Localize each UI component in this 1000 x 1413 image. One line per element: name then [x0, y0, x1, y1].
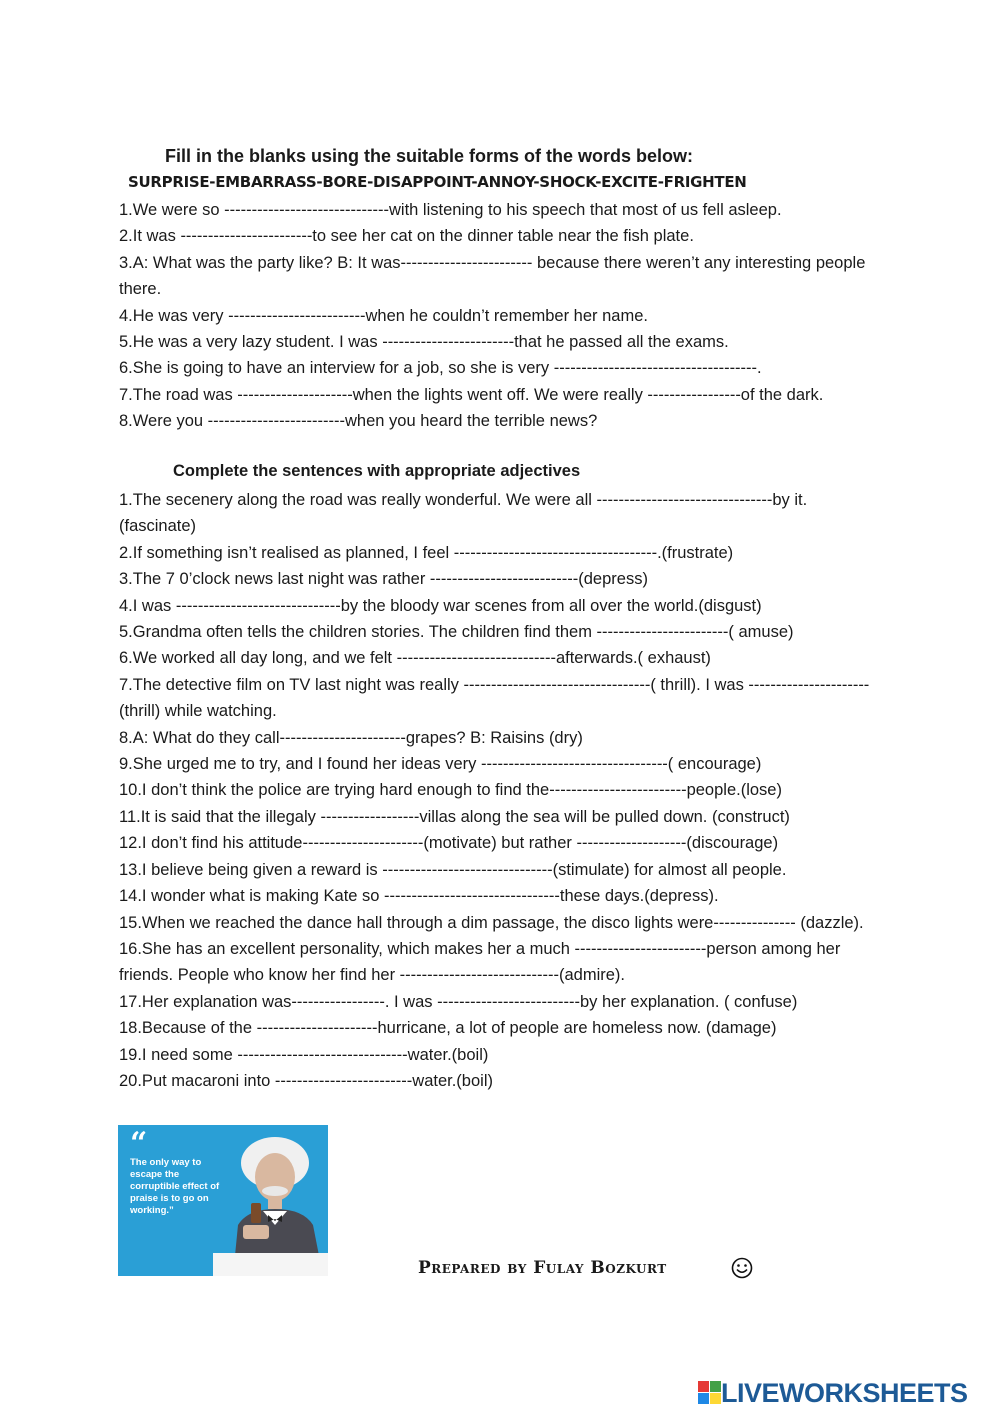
exercise-1-item: 8.Were you -------------------------when you heard the terrible news? [119, 412, 598, 431]
exercise-2 [119, 487, 879, 1094]
exercise-1-item: 7.The road was ---------------------when the lights went off. We were really -----------------of the dark. [119, 385, 824, 404]
exercise-1-item: 5.He was a very lazy student. I was ------------------------that he passed all the exams. [119, 333, 729, 352]
exercise-2-item: 13.I believe being given a reward is -------------------------------(stimulate) for almost all people. [119, 860, 787, 879]
exercise-2-item: 3.The 7 0’clock news last night was rather ---------------------------(depress) [119, 570, 648, 589]
exercise-2-item: 19.I need some -------------------------------water.(boil) [119, 1045, 489, 1064]
exercise-2-item: 1.The secenery along the road was really wonderful. We were all --------------------------------by it.(fascinate) [119, 491, 808, 536]
exercise-2-item: 12.I don’t find his attitude----------------------(motivate) but rather --------------------(discourage) [119, 834, 779, 853]
exercise-1-item: 2.It was ------------------------to see her cat on the dinner table near the fish plate. [119, 227, 694, 246]
quote-image [118, 1125, 328, 1276]
exercise-2-item: 18.Because of the ----------------------hurricane, a lot of people are homeless now. (damage) [119, 1019, 777, 1038]
exercise-1-item: 1.We were so ------------------------------with listening to his speech that most of us fell asleep. [119, 201, 782, 219]
exercise-2-item: 15.When we reached the dance hall through a dim passage, the disco lights were--------------- (dazzle). [119, 913, 864, 932]
exercise-1-item: 6.She is going to have an interview for a job, so she is very -------------------------------------. [119, 359, 762, 378]
exercise-2-item: 5.Grandma often tells the children stories. The children find them ------------------------( amuse) [119, 623, 794, 642]
liveworksheets-logo [697, 1378, 997, 1408]
exercise-2-item: 14.I wonder what is making Kate so --------------------------------these days.(depress). [119, 887, 719, 906]
word-list: SURPRISE-EMBARRASS-BORE-DISAPPOINT-ANNOY-SHOCK-EXCITE-FRIGHTEN [128, 173, 747, 191]
exercise-2-item: 2.If something isn’t realised as planned, I feel -------------------------------------.(frustrate) [119, 543, 734, 562]
exercise-2-item: 7.The detective film on TV last night was really ----------------------------------( thrill). I was ----------------------(thrill) while watching. [119, 675, 870, 721]
exercise-2-item: 4.I was ------------------------------by the bloody war scenes from all over the world.(disgust) [119, 596, 762, 615]
quote-marks: “ [130, 1126, 148, 1161]
exercise-2-heading: Complete the sentences with appropriate adjectives [173, 462, 581, 480]
worksheet-title: Fill in the blanks using the suitable forms of the words below: [165, 146, 694, 166]
exercise-2-item: 10.I don’t think the police are trying hard enough to find the-------------------------people.(lose) [119, 781, 782, 800]
author-credit: Prepared by Fulay Bozkurt [418, 1258, 667, 1278]
liveworksheets-box-icon [697, 1380, 723, 1406]
exercise-1-item: 3.A: What was the party like? B: It was------------------------ because there weren’t any interesting people there. [119, 253, 866, 299]
einstein-portrait-icon [213, 1125, 328, 1276]
smiley-icon [731, 1257, 753, 1279]
exercise-2-item: 16.She has an excellent personality, which makes her a much ------------------------person among her friends. People who know her find her -----------------------------(admire). [119, 939, 841, 985]
exercise-2-item: 8.A: What do they call-----------------------grapes? B: Raisins (dry) [119, 728, 583, 747]
exercise-2-item: 6.We worked all day long, and we felt -----------------------------afterwards.( exhaust) [119, 649, 711, 668]
exercise-2-item: 9.She urged me to try, and I found her ideas very ----------------------------------( encourage) [119, 755, 762, 774]
exercise-2-item: 17.Her explanation was-----------------. I was --------------------------by her explanation. ( confuse) [119, 992, 798, 1011]
quote-text: The only way to escape the corruptible effect of praise is to go on working.” [130, 1157, 220, 1216]
liveworksheets-wordmark: LIVEWORKSHEETS [721, 1378, 968, 1408]
exercise-1 [119, 197, 879, 435]
exercise-1-item: 4.He was very -------------------------when he couldn’t remember her name. [119, 306, 648, 325]
exercise-2-item: 11.It is said that the illegaly ------------------villas along the sea will be pulled down. (construct) [119, 807, 790, 826]
exercise-2-item: 20.Put macaroni into -------------------------water.(boil) [119, 1071, 493, 1090]
